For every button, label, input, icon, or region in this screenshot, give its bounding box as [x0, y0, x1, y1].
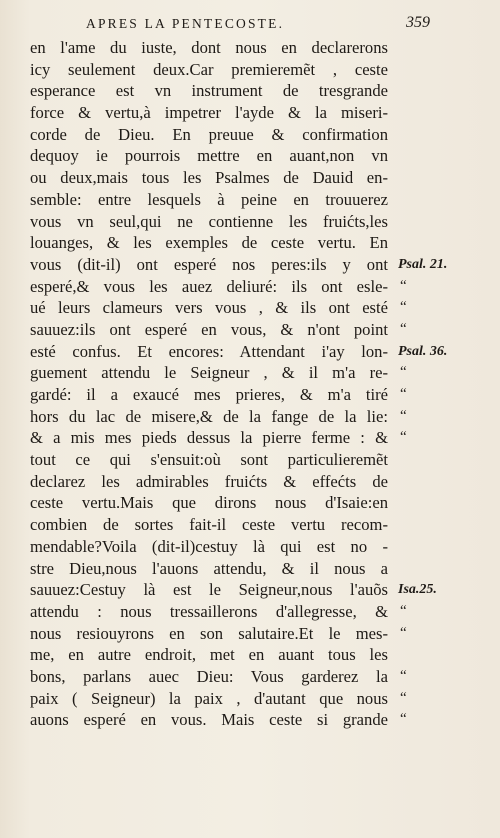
- margin-quote-mark: “: [400, 429, 407, 446]
- line-text: ué leurs clameurs vers vous , & ils ont esté: [30, 298, 388, 318]
- text-line: [30, 666, 490, 688]
- margin-quote-mark: “: [400, 386, 407, 402]
- line-text: sauuez:ils ont esperé en vous, & n'ont point: [30, 319, 388, 339]
- text-line: [30, 254, 490, 276]
- line-text: esté confus. Et encores: Attendant i'ay lon-: [30, 341, 388, 361]
- margin-citation: Psal. 36.: [398, 343, 448, 359]
- line-text: me, en autre endroit, met en auant tous les: [30, 645, 388, 665]
- line-text: dequoy ie pourrois mettre en auant,non vn: [30, 146, 388, 166]
- line-text: declarez les admirables fruićts & effećts de: [30, 471, 388, 491]
- page-header: [30, 16, 430, 36]
- text-line: [30, 167, 490, 189]
- text-line: [30, 362, 490, 384]
- text-line: [30, 297, 490, 319]
- text-line: [30, 232, 490, 254]
- line-text: semble: entre lesquels à peine en trouuerez: [30, 189, 388, 209]
- line-text: bons, parlans auec Dieu: Vous garderez la: [30, 666, 388, 686]
- line-text: combien de sortes fait-il ceste vertu recom-: [30, 515, 388, 535]
- margin-quote-mark: “: [400, 277, 407, 294]
- text-line: [30, 211, 490, 233]
- line-text: ceste vertu.Mais que dirons nous d'Isaie:en: [30, 493, 388, 513]
- page-number: 359: [406, 14, 430, 31]
- line-text: nous resiouyrons en son salutaire.Et le mes-: [30, 623, 388, 643]
- line-text: ou deux,mais tous les Psalmes de Dauid en-: [30, 168, 388, 188]
- text-line: [30, 644, 490, 666]
- text-line: [30, 319, 490, 341]
- text-line: [30, 558, 490, 580]
- margin-quote-mark: “: [400, 689, 407, 706]
- line-text: esperance est vn instrument de tresgrande: [30, 81, 388, 101]
- margin-quote-mark: “: [400, 299, 407, 316]
- text-line: [30, 492, 490, 514]
- margin-quote-mark: “: [400, 407, 407, 424]
- margin-quote-mark: “: [400, 320, 407, 337]
- margin-citation: Psal. 21.: [398, 256, 448, 272]
- text-line: [30, 102, 490, 124]
- line-text: mendable?Voila (dit-il)cestuy là qui est no -: [30, 536, 388, 556]
- line-text: tout ce qui s'ensuit:où sont particulieremẽt: [30, 450, 388, 470]
- text-line: [30, 471, 490, 493]
- margin-quote-mark: “: [400, 624, 407, 641]
- line-text: hors du lac de misere,& de la fange de la lie:: [30, 406, 388, 426]
- line-text: attendu : nous tressaillerons d'allegresse, &: [30, 601, 388, 621]
- text-line: [30, 449, 490, 471]
- margin-quote-mark: “: [400, 711, 407, 728]
- text-line: [30, 341, 490, 363]
- margin-citation: Isa.25.: [398, 582, 437, 598]
- text-line: [30, 623, 490, 645]
- text-line: [30, 384, 490, 406]
- line-text: paix ( Seigneur) la paix , d'autant que nous: [30, 688, 388, 708]
- line-text: vous vn seul,qui ne contienne les fruićts,les: [30, 211, 388, 231]
- text-line: [30, 145, 490, 167]
- text-line: [30, 124, 490, 146]
- line-text: stre Dieu,nous l'auons attendu, & il nous a: [30, 558, 388, 578]
- line-text: corde de Dieu. En preuue & confirmation: [30, 124, 388, 144]
- text-line: [30, 59, 490, 81]
- line-text: sauuez:Cestuy là est le Seigneur,nous l'auõs: [30, 580, 388, 600]
- margin-quote-mark: “: [400, 602, 407, 619]
- text-line: [30, 276, 490, 298]
- margin-quote-mark: “: [400, 667, 407, 684]
- text-line: [30, 601, 490, 623]
- text-line: [30, 579, 490, 601]
- text-line: [30, 514, 490, 536]
- line-text: icy seulement deux.Car premieremẽt , ceste: [30, 59, 388, 79]
- line-text: & a mis mes pieds dessus la pierre ferme : &: [30, 428, 388, 448]
- body-text: [30, 37, 490, 731]
- text-line: [30, 709, 490, 731]
- margin-quote-mark: “: [400, 364, 407, 381]
- line-text: auons esperé en vous. Mais ceste si grande: [30, 710, 388, 730]
- line-text: esperé,& vous les auez deliuré: ils ont esle-: [30, 276, 388, 296]
- line-text: en l'ame du iuste, dont nous en declarerons: [30, 38, 388, 57]
- text-line: [30, 427, 490, 449]
- text-line: [30, 688, 490, 710]
- running-head: APRES LA PENTECOSTE.: [86, 16, 285, 31]
- line-text: force & vertu,à impetrer l'ayde & la miseri-: [30, 103, 388, 123]
- line-text: vous (dit-il) ont esperé nos peres:ils y ont: [30, 254, 388, 274]
- line-text: guement attendu le Seigneur , & il m'a re-: [30, 363, 388, 383]
- text-line: [30, 406, 490, 428]
- text-line: [30, 37, 490, 59]
- line-text: louanges, & les exemples de ceste vertu. En: [30, 233, 388, 253]
- text-line: [30, 80, 490, 102]
- line-text: gardé: il a exaucé mes prieres, & m'a tiré: [30, 385, 388, 404]
- text-line: [30, 536, 490, 558]
- text-line: [30, 189, 490, 211]
